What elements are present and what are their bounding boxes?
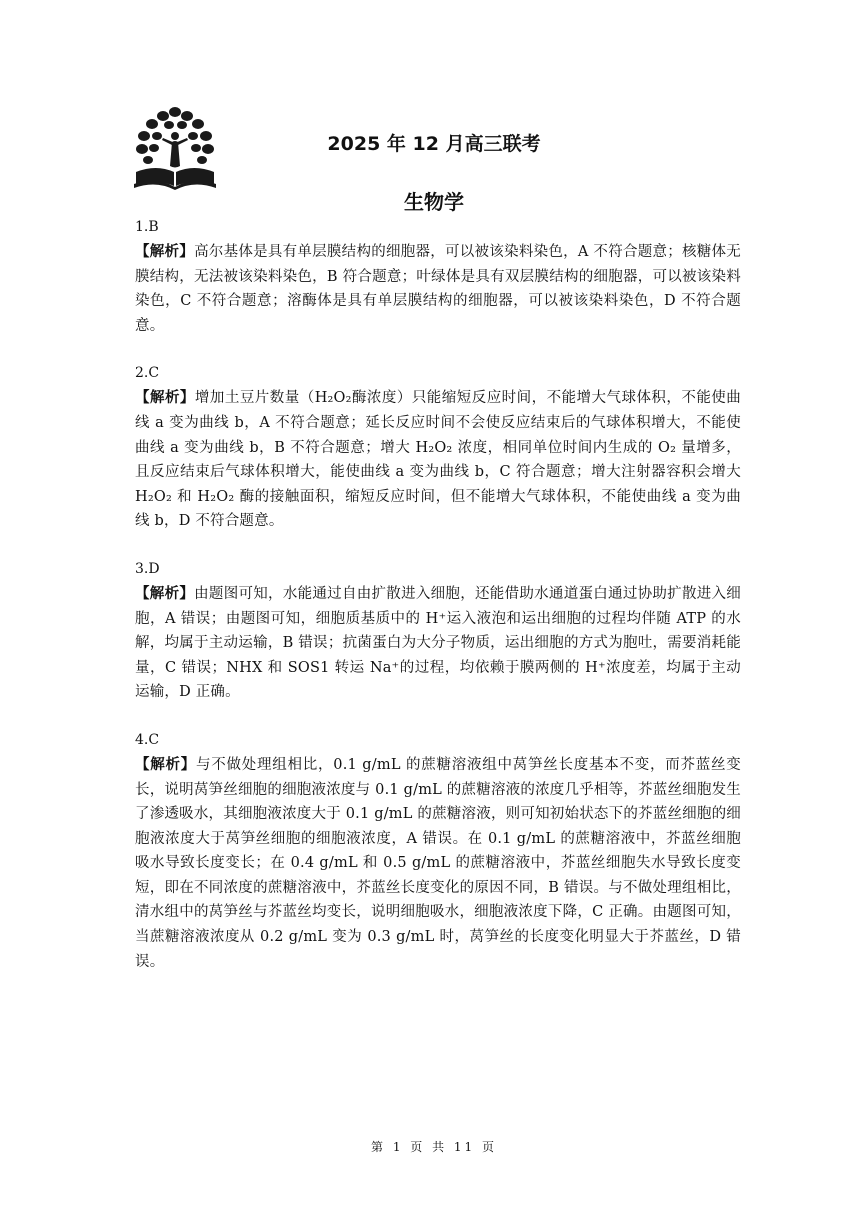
explanation-text: 高尔基体是具有单层膜结构的细胞器，可以被该染料染色，A 不符合题意；核糖体无膜结构，无法被该染料染色，B 符合题意；叶绿体是具有双层膜结构的细胞器，可以被该染料染色，C 不符合题意；溶酶体是具有单层膜结构的细胞器，可以被该染料染色，D 不符合题意。 (135, 244, 741, 334)
explanation (135, 582, 741, 705)
question-number: 1.B (135, 219, 159, 235)
explanation (135, 386, 741, 534)
explanation (135, 240, 741, 338)
question-number: 2.C (135, 365, 160, 382)
subject-title: 生物学 (404, 190, 464, 214)
question-4 (135, 729, 741, 974)
explanation-label: 【解析】 (135, 755, 197, 773)
explanation-label: 【解析】 (135, 584, 195, 602)
question-1 (135, 216, 741, 338)
exam-title: 2025 年 12 月高三联考 (327, 133, 541, 155)
explanation-label: 【解析】 (135, 243, 195, 260)
question-2 (135, 362, 741, 534)
answer-content (135, 216, 741, 998)
explanation-text: 由题图可知，水能通过自由扩散进入细胞，还能借助水通道蛋白通过协助扩散进入细胞，A 错误；由题图可知，细胞质基质中的 H⁺运入液泡和运出细胞的过程均伴随 ATP 的水解，均属于主动运输，B 错误；抗菌蛋白为大分子物质，运出细胞的方式为胞吐，需要消耗能量，C 错误；NHX 和 SOS1 转运 Na⁺的过程，均依赖于膜两侧的 H⁺浓度差，均属于主动运输，D 正确。 (135, 585, 741, 701)
explanation-text: 与不做处理组相比，0.1 g/mL 的蔗糖溶液组中莴笋丝长度基本不变，而芥蓝丝变长，说明莴笋丝细胞的细胞液浓度与 0.1 g/mL 的蔗糖溶液的浓度几乎相等，芥蓝丝细胞发生了渗透吸水，其细胞液浓度大于 0.1 g/mL 的蔗糖溶液，则可知初始状态下的芥蓝丝细胞的细胞液浓度大于莴笋丝细胞的细胞液浓度，A 错误。在 0.1 g/mL 的蔗糖溶液中，芥蓝丝细胞吸水导致长度变长；在 0.4 g/mL 和 0.5 g/mL 的蔗糖溶液中，芥蓝丝细胞失水导致长度变短，即在不同浓度的蔗糖溶液中，芥蓝丝长度变化的原因不同，B 错误。与不做处理组相比，清水组中的莴笋丝与芥蓝丝均变长，说明细胞吸水，细胞液浓度下降，C 正确。由题图可知，当蔗糖溶液浓度从 0.2 g/mL 变为 0.3 g/mL 时，莴笋丝的长度变化明显大于芥蓝丝，D 错误。 (135, 756, 741, 970)
explanation-text: 增加土豆片数量（H₂O₂酶浓度）只能缩短反应时间，不能增大气球体积，不能使曲线 a 变为曲线 b，A 不符合题意；延长反应时间不会使反应结束后的气球体积增大，不能使曲线 a 变为曲线 b，B 不符合题意；增大 H₂O₂ 浓度，相同单位时间内生成的 O₂ 量增多，且反应结束后气球体积增大，能使曲线 a 变为曲线 b，C 符合题意；增大注射器容积会增大 H₂O₂ 和 H₂O₂ 酶的接触面积，缩短反应时间，但不能增大气球体积，不能使曲线 a 变为曲线 b，D 不符合题意。 (135, 390, 741, 530)
explanation-label: 【解析】 (135, 389, 195, 407)
question-number: 3.D (135, 560, 160, 577)
question-number: 4.C (135, 731, 160, 748)
question-3 (135, 558, 741, 705)
explanation (135, 753, 741, 974)
page-footer: 第 1 页 共 11 页 (371, 1140, 497, 1154)
